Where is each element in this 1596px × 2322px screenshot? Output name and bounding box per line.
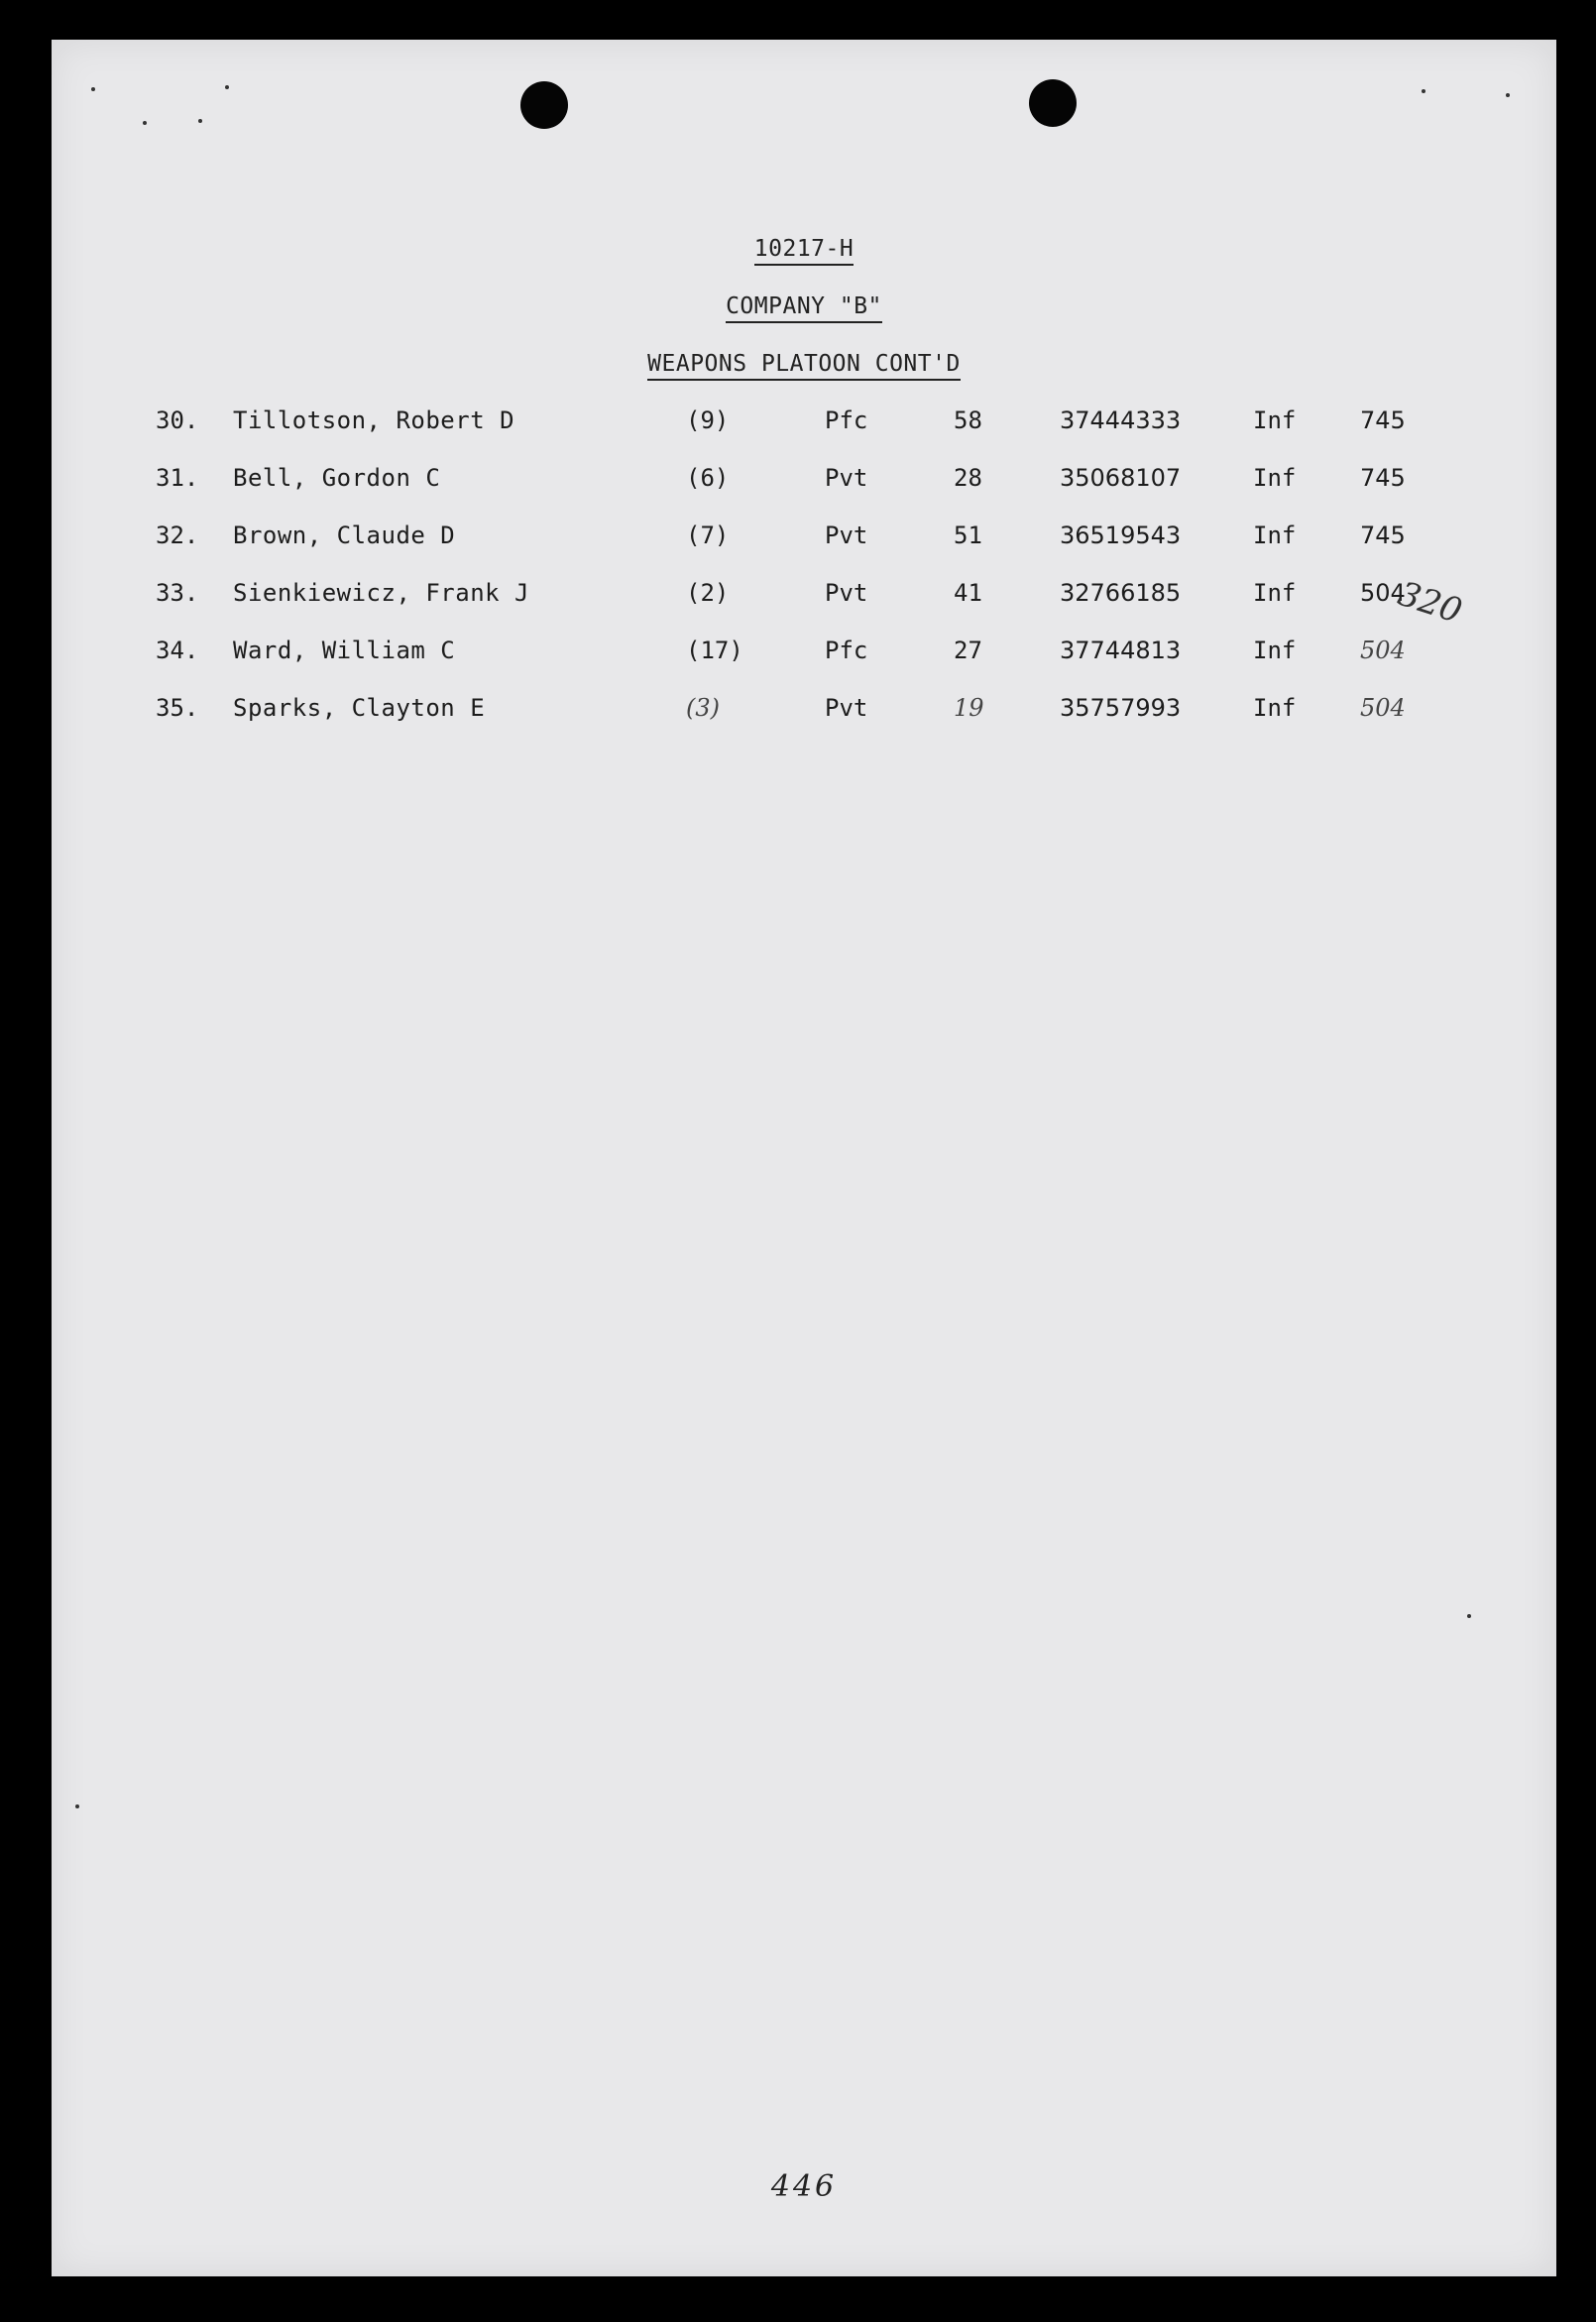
rank: Pvt <box>825 464 868 492</box>
row-number: 34. <box>156 637 199 664</box>
unit-handwritten: 504 <box>1360 694 1406 722</box>
document-page <box>52 40 1556 2276</box>
age: 27 <box>954 637 982 664</box>
row-number: 33. <box>156 579 199 607</box>
speck <box>75 1804 79 1808</box>
soldier-name: Ward, William C <box>233 637 456 664</box>
branch: Inf <box>1253 406 1297 434</box>
company-heading: COMPANY "B" <box>52 293 1556 319</box>
code: (7) <box>686 522 730 549</box>
unit: 504 <box>1360 579 1406 607</box>
roster-row <box>52 637 1556 676</box>
branch: Inf <box>1253 522 1297 549</box>
age: 51 <box>954 522 982 549</box>
roster-row <box>52 522 1556 561</box>
roster-row <box>52 579 1556 619</box>
unit: 745 <box>1360 522 1406 549</box>
code: (9) <box>686 406 730 434</box>
serial-number: 35757993 <box>1060 694 1182 722</box>
speck <box>198 119 202 123</box>
branch: Inf <box>1253 464 1297 492</box>
speck <box>225 85 229 89</box>
serial-number: 32766185 <box>1060 579 1182 607</box>
roster-row <box>52 694 1556 734</box>
soldier-name: Bell, Gordon C <box>233 464 441 492</box>
rank: Pvt <box>825 522 868 549</box>
branch: Inf <box>1253 694 1297 722</box>
code: (6) <box>686 464 730 492</box>
serial-number: 37744813 <box>1060 637 1182 664</box>
rank: Pfc <box>825 637 868 664</box>
branch: Inf <box>1253 579 1297 607</box>
row-number: 31. <box>156 464 199 492</box>
age: 58 <box>954 406 982 434</box>
branch: Inf <box>1253 637 1297 664</box>
unit: 745 <box>1360 406 1406 434</box>
row-number: 32. <box>156 522 199 549</box>
page-number: 446 <box>770 2169 838 2204</box>
serial-number: 36519543 <box>1060 522 1182 549</box>
soldier-name: Sienkiewicz, Frank J <box>233 579 529 607</box>
code: (17) <box>686 637 743 664</box>
code: (2) <box>686 579 730 607</box>
punch-hole-right <box>1029 79 1077 127</box>
age: 28 <box>954 464 982 492</box>
unit-handwritten: 504 <box>1360 637 1406 664</box>
file-number-heading: 10217-H <box>52 236 1556 262</box>
speck <box>1422 89 1425 93</box>
unit: 745 <box>1360 464 1406 492</box>
rank: Pvt <box>825 694 868 722</box>
code-handwritten: (3) <box>686 694 720 722</box>
row-number: 30. <box>156 406 199 434</box>
speck <box>91 87 95 91</box>
punch-hole-left <box>520 81 568 129</box>
age-handwritten: 19 <box>954 694 984 722</box>
speck <box>1506 93 1510 97</box>
rank: Pfc <box>825 406 868 434</box>
serial-number: 37444333 <box>1060 406 1182 434</box>
section-heading: WEAPONS PLATOON CONT'D <box>52 351 1556 377</box>
roster-row <box>52 406 1556 446</box>
speck <box>1467 1614 1471 1618</box>
margin-annotation: 320 <box>1393 573 1467 633</box>
row-number: 35. <box>156 694 199 722</box>
serial-number: 35068107 <box>1060 464 1182 492</box>
age: 41 <box>954 579 982 607</box>
roster-row <box>52 464 1556 504</box>
speck <box>143 121 147 125</box>
soldier-name: Brown, Claude D <box>233 522 456 549</box>
soldier-name: Sparks, Clayton E <box>233 694 486 722</box>
soldier-name: Tillotson, Robert D <box>233 406 515 434</box>
rank: Pvt <box>825 579 868 607</box>
